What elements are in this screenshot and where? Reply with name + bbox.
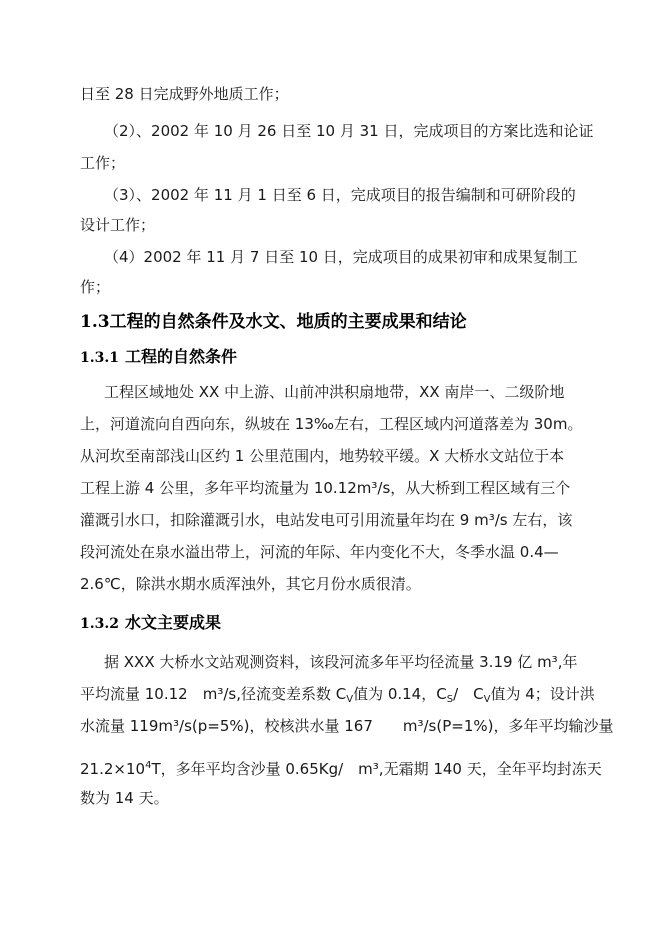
text-run: 值为 4；设计洪 xyxy=(490,685,595,703)
subscript: S xyxy=(446,694,454,705)
schedule-item-2-line-1: （2）、2002 年 10 月 26 日至 10 月 31 日，完成项目的方案比选和论证 xyxy=(104,122,594,140)
natural-conditions-line-6: 段河流处在泉水溢出带上，河流的年际、年内变化不大，冬季水温 0.4— xyxy=(80,543,559,561)
section-title: 工程的自然条件 xyxy=(124,347,237,366)
schedule-item-4-line-1: （4）2002 年 11 月 7 日至 10 日，完成项目的成果初审和成果复制工 xyxy=(104,248,578,266)
superscript: 4 xyxy=(145,760,152,771)
subscript: V xyxy=(483,694,491,705)
text-run: 21.2×10 xyxy=(80,760,146,778)
text-run: 平均流量 10.12 m³/s,径流变差系数 C xyxy=(80,685,347,703)
schedule-item-3-line-2: 设计工作； xyxy=(80,216,156,234)
section-number: 1.3.2 xyxy=(80,616,119,632)
natural-conditions-line-4: 工程上游 4 公里，多年平均流量为 10.12m³/s，从大桥到工程区域有三个 xyxy=(80,479,571,497)
section-number: 1.3.1 xyxy=(80,350,119,366)
natural-conditions-line-2: 上，河道流向自西向东，纵坡在 13‰左右，工程区域内河道落差为 30m。 xyxy=(80,415,583,433)
section-1-3-2-heading xyxy=(80,612,221,635)
subscript: V xyxy=(346,694,354,705)
section-1-3-heading: 1.3工程的自然条件及水文、地质的主要成果和结论 xyxy=(80,312,467,332)
schedule-item-2-line-2: 工作； xyxy=(80,154,126,172)
natural-conditions-line-1: 工程区域地处 XX 中上游、山前冲洪积扇地带，XX 南岸一、二级阶地 xyxy=(104,383,565,401)
hydrology-line-2 xyxy=(80,684,595,710)
section-title: 水文主要成果 xyxy=(124,613,221,632)
text-run: / C xyxy=(453,685,484,703)
hydrology-line-1: 据 XXX 大桥水文站观测资料，该段河流多年平均径流量 3.19 亿 m³,年 xyxy=(104,653,578,671)
text-run: T，多年平均含沙量 0.65Kg/ m³,无霜期 140 天，全年平均封冻天 xyxy=(151,760,602,778)
hydrology-line-3: 水流量 119m³/s(p=5%)，校核洪水量 167 m³/s(P=1%)，多年平均输沙量 xyxy=(80,717,614,735)
section-1-3-1-heading xyxy=(80,346,237,369)
natural-conditions-line-5: 灌溉引水口，扣除灌溉引水，电站发电可引用流量年均在 9 m³/s 左右，该 xyxy=(80,511,573,529)
hydrology-line-4 xyxy=(80,756,602,779)
schedule-item-4-line-2: 作； xyxy=(80,278,111,296)
text-run: 值为 0.14，C xyxy=(353,685,447,703)
natural-conditions-line-7: 2.6℃，除洪水期水质浑浊外，其它月份水质很清。 xyxy=(80,575,421,593)
natural-conditions-line-3: 从河坎至南部浅山区约 1 公里范围内，地势较平缓。X 大桥水文站位于本 xyxy=(80,447,565,465)
hydrology-line-5: 数为 14 天。 xyxy=(80,789,169,807)
schedule-item-3-line-1: （3）、2002 年 11 月 1 日至 6 日，完成项目的报告编制和可研阶段的 xyxy=(104,186,576,204)
schedule-line-1: 日至 28 日完成野外地质工作； xyxy=(80,85,289,103)
